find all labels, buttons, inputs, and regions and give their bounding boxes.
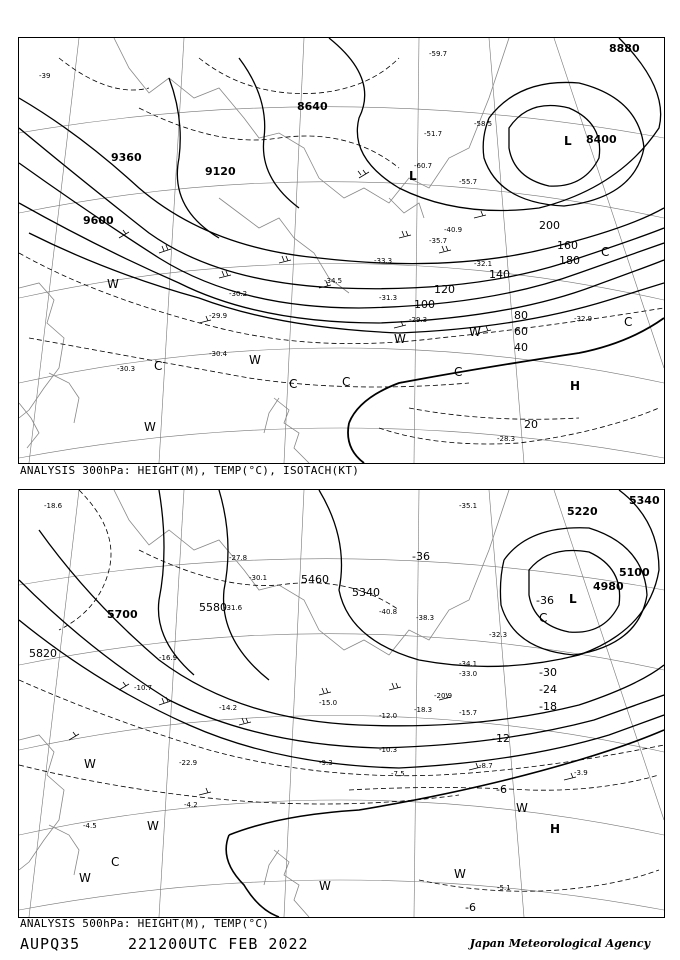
temp-label: -30.3: [117, 365, 136, 373]
height-label: 8880: [609, 42, 640, 55]
station-label: -34.1: [459, 660, 478, 668]
height-label: 4980: [593, 580, 624, 593]
temp-label: -31.3: [379, 294, 398, 302]
cold-symbol: C: [111, 855, 120, 869]
isotach-label: 140: [489, 268, 510, 281]
station-label: -14.2: [219, 704, 238, 712]
height-label: 5700: [107, 608, 138, 621]
temp-contour-label: -18: [539, 700, 557, 713]
warm-symbol: W: [84, 757, 96, 771]
temperature-isotherms: [226, 730, 664, 917]
isotach-label: 20: [524, 418, 538, 431]
coastlines: [19, 490, 509, 917]
cold-symbol: C: [601, 245, 610, 259]
cold-symbol: C: [539, 611, 548, 625]
temp-label: -40.9: [444, 226, 463, 234]
caption-300hpa: ANALYSIS 300hPa: HEIGHT(M), TEMP(°C), ISOTACH(KT): [20, 464, 360, 477]
station-label: -16.9: [159, 654, 178, 662]
temp-label: -32.1: [474, 260, 493, 268]
cold-symbol: C: [454, 365, 463, 379]
temp-label: -58.5: [474, 120, 493, 128]
temp-label: -51.7: [424, 130, 443, 138]
station-label: -18.3: [414, 706, 433, 714]
isotach-label: 80: [514, 309, 528, 322]
temp-label: -30.2: [229, 290, 248, 298]
warm-symbol: W: [144, 420, 156, 434]
temp-contour-label: -30: [539, 666, 557, 679]
warm-symbol: W: [107, 277, 119, 291]
height-label: 5820: [29, 647, 57, 660]
warm-symbol: W: [454, 867, 466, 881]
height-label: 5100: [619, 566, 650, 579]
cold-symbol: C: [624, 315, 633, 329]
height-label: 5340: [629, 494, 660, 507]
station-label: -4.5: [83, 822, 97, 830]
height-label: 9120: [205, 165, 236, 178]
coastlines: [19, 38, 509, 463]
station-label: -15.0: [319, 699, 338, 707]
isotach-label: 200: [539, 219, 560, 232]
low-center-symbol: L: [409, 169, 417, 183]
station-label: -32.3: [489, 631, 508, 639]
station-label: -38.3: [416, 614, 435, 622]
station-label: -27.8: [229, 554, 248, 562]
high-center-symbol: H: [570, 379, 581, 393]
temp-label: -35.7: [429, 237, 448, 245]
station-label: -30.1: [249, 574, 268, 582]
temp-contour-label: -24: [539, 683, 557, 696]
isotach-label: 180: [559, 254, 580, 267]
temp-label: -30.4: [209, 350, 228, 358]
warm-symbol: W: [249, 353, 261, 367]
warm-symbol: W: [394, 332, 406, 346]
station-label: -31.6: [224, 604, 243, 612]
station-label: -9.3: [319, 759, 333, 767]
height-label: 5580: [199, 601, 227, 614]
temp-contour-label: -6: [496, 783, 507, 796]
cold-symbol: C: [154, 359, 163, 373]
station-label: -10.7: [134, 684, 153, 692]
low-center-symbol: L: [564, 134, 572, 148]
height-label: 9360: [111, 151, 142, 164]
temp-label: -39: [39, 72, 51, 80]
temp-label: -55.7: [459, 178, 478, 186]
warm-symbol: W: [319, 879, 331, 893]
map-500hpa: [19, 490, 664, 917]
height-label: 9600: [83, 214, 114, 227]
high-center-symbol: H: [550, 822, 561, 836]
station-label: -18.6: [44, 502, 63, 510]
isotach-label: 40: [514, 341, 528, 354]
temp-label: -33.3: [374, 257, 393, 265]
caption-500hpa: ANALYSIS 500hPa: HEIGHT(M), TEMP(°C): [20, 917, 270, 930]
isotach-label: 120: [434, 283, 455, 296]
station-label: -3.9: [574, 769, 588, 777]
height-label: 5340: [352, 586, 380, 599]
station-label: -10.3: [379, 746, 398, 754]
warm-symbol: W: [147, 819, 159, 833]
low-center-symbol: L: [569, 592, 577, 606]
station-label: -20.9: [434, 692, 453, 700]
station-label: -22.9: [179, 759, 198, 767]
station-label: -7.5: [391, 770, 405, 778]
chart-code: AUPQ35: [20, 935, 81, 953]
station-label: -5.1: [497, 884, 511, 892]
isotach-label: 60: [514, 325, 528, 338]
agency-credit: Japan Meteorological Agency: [469, 937, 650, 950]
temp-contour-label: -36: [536, 594, 554, 607]
station-label: -40.8: [379, 608, 398, 616]
valid-time: 221200UTC FEB 2022: [128, 935, 309, 953]
height-label: 8400: [586, 133, 617, 146]
warm-symbol: W: [516, 801, 528, 815]
temp-label: -34.5: [324, 277, 343, 285]
isotach-label: 100: [414, 298, 435, 311]
height-label: 5220: [567, 505, 598, 518]
cold-symbol: C: [289, 377, 298, 391]
temp-label: -29.3: [409, 316, 428, 324]
cold-symbol: C: [342, 375, 351, 389]
map-panel-300hpa: [18, 37, 665, 464]
warm-symbol: W: [469, 325, 481, 339]
temp-contour-label: -6: [465, 901, 476, 914]
station-label: -15.7: [459, 709, 478, 717]
map-300hpa: [19, 38, 664, 463]
temp-label: -28.3: [497, 435, 516, 443]
height-label: 5460: [301, 573, 329, 586]
temp-contour-label: -36: [412, 550, 430, 563]
temp-label: -32.9: [574, 315, 593, 323]
height-label: 8640: [297, 100, 328, 113]
isotach-label: 160: [557, 239, 578, 252]
temp-label: -29.9: [209, 312, 228, 320]
temp-label: -60.7: [414, 162, 433, 170]
map-panel-500hpa: [18, 489, 665, 918]
station-label: -12.0: [379, 712, 398, 720]
station-label: -8.7: [479, 762, 493, 770]
temp-label: -59.7: [429, 50, 448, 58]
station-label: -4.2: [184, 801, 198, 809]
station-label: -35.1: [459, 502, 478, 510]
temp-contour-label: -12: [492, 732, 510, 745]
height-contours: [19, 490, 664, 768]
warm-symbol: W: [79, 871, 91, 885]
station-label: -33.0: [459, 670, 478, 678]
